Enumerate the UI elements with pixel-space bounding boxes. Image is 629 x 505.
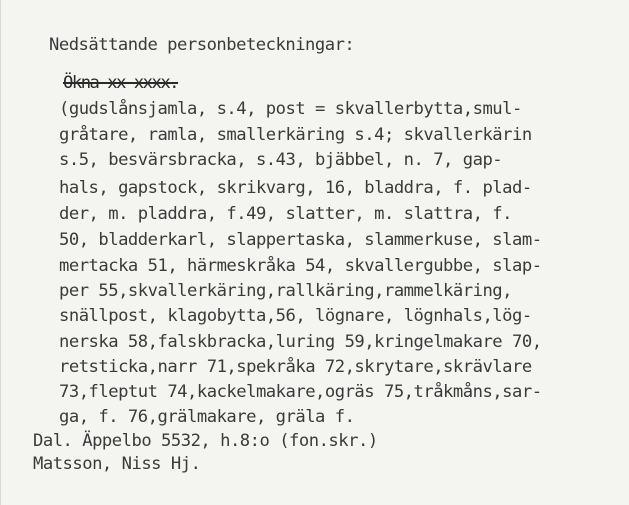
body-line: hals, gapstock, skrikvarg, 16, bladdra, f. plad- — [59, 178, 532, 198]
body-line: der, m. pladdra, f.49, slatter, m. slattra, f. — [59, 204, 512, 224]
body-line: per 55,skvallerkäring,rallkäring,rammelkäring, — [59, 281, 512, 301]
body-line: s.5, besvärsbracka, s.43, bjäbbel, n. 7, gap- — [59, 150, 503, 170]
struck-word: Ökna xx xxxx. — [63, 73, 179, 93]
card-heading: Nedsättande personbeteckningar: — [49, 35, 355, 55]
typed-text — [1, 0, 629, 474]
informant-line: Matsson, Niss Hj. — [33, 454, 201, 474]
body-line: ga, f. 76,grälmakare, gräla f. — [59, 407, 355, 427]
body-line: gråtare, ramla, smallerkäring s.4; skvallerkärin — [59, 125, 532, 145]
body-line: 73,fleptut 74,kackelmakare,ogräs 75,tråkmåns,sar- — [59, 382, 542, 402]
body-line: snällpost, klagobytta,56, lögnare, lögnhals,lög- — [59, 306, 532, 326]
body-line: 50, bladderkarl, slappertaska, slammerkuse, slam- — [59, 230, 542, 250]
body-line: (gudslånsjamla, s.4, post = skvallerbytta,smul- — [59, 99, 522, 119]
body-line: nerska 58,falskbracka,luring 59,kringelmakare 70, — [59, 332, 542, 352]
body-line: mertacka 51, härmeskråka 54, skvallergubbe, slap- — [59, 256, 542, 276]
source-line: Dal. Äppelbo 5532, h.8:o (fon.skr.) — [33, 431, 378, 451]
body-line: retsticka,narr 71,spekråka 72,skrytare,skrävlare — [59, 357, 532, 377]
